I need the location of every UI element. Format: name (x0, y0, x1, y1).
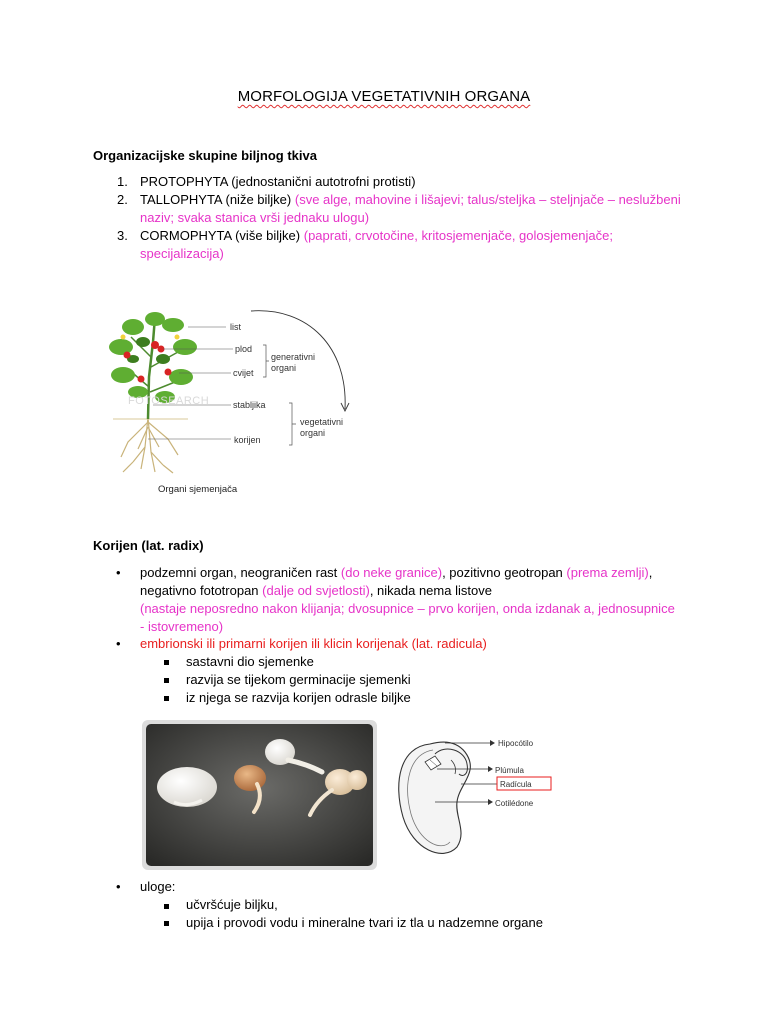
label-stabljika: stabljika (233, 400, 266, 410)
korijen-description-line-3: (nastaje neposredno nakon klijanja; dvosupnice – prvo korijen, onda izdanak a, jednosupnice (140, 601, 675, 616)
list-number: 3. (117, 228, 128, 243)
label-cotiledone: Cotilédone (495, 799, 534, 808)
square-bullet (164, 660, 169, 665)
list-number: 2. (117, 192, 128, 207)
label-plod: plod (235, 344, 253, 354)
label-korijen: korijen (234, 435, 261, 445)
radicula-item: embrionski ili primarni korijen ili klicin korijenak (lat. radicula) (140, 636, 487, 651)
label-cvijet: cvijet (233, 368, 254, 378)
radicula-sub-1: sastavni dio sjemenke (186, 654, 314, 669)
label-vegetativni: vegetativni (300, 417, 344, 427)
list-item-tallophyta: TALLOPHYTA (niže biljke) (sve alge, mahovine i lišajevi; talus/steljka – steljnjače – neslužbeni (140, 192, 681, 207)
list-item-cormophyta: CORMOPHYTA (više biljke) (paprati, crvotočine, kritosjemenjače, golosjemenjače; (140, 228, 613, 243)
plant-organs-figure (93, 297, 355, 500)
korijen-description-line-1: podzemni organ, neograničen rast (do neke granice), pozitivno geotropan (prema zemlji), (140, 565, 653, 580)
section-heading-tissue-groups: Organizacijske skupine biljnog tkiva (93, 148, 317, 163)
page-title: MORFOLOGIJA VEGETATIVNIH ORGANA (237, 88, 531, 105)
label-plumula: Plúmula (495, 766, 524, 775)
label-radicula: Radícula (500, 780, 532, 789)
watermark-text: FOTOSEARCH (128, 395, 210, 407)
korijen-description-line-2: negativno fototropan (dalje od svjetlosti), nikada nema listove (140, 583, 492, 598)
square-bullet (164, 904, 169, 909)
germinating-seeds-photo (142, 720, 377, 870)
square-bullet (164, 696, 169, 701)
square-bullet (164, 678, 169, 683)
label-list: list (230, 322, 241, 332)
section-heading-korijen: Korijen (lat. radix) (93, 538, 204, 553)
bullet-dot: • (116, 565, 121, 580)
radicula-sub-3: iz njega se razvija korijen odrasle biljke (186, 690, 411, 705)
list-number: 1. (117, 174, 128, 189)
figure-caption: Organi sjemenjača (158, 484, 238, 495)
bullet-dot: • (116, 636, 121, 651)
uloge-item: uloge: (140, 879, 176, 894)
label-organi-generativni: organi (271, 363, 297, 373)
label-organi-vegetativni: organi (300, 428, 326, 438)
seed-anatomy-diagram (385, 722, 555, 868)
korijen-description-line-4: - istovremeno) (140, 619, 224, 634)
list-item-tallophyta-cont: naziv; svaka stanica vrši jednaku ulogu) (140, 210, 370, 225)
label-generativni: generativni (271, 352, 316, 362)
square-bullet (164, 921, 169, 926)
bullet-dot: • (116, 879, 121, 894)
uloge-sub-2: upija i provodi vodu i mineralne tvari iz tla u nadzemne organe (186, 915, 543, 930)
label-hipocotilo: Hipocótilo (498, 739, 534, 748)
list-item-cormophyta-cont: specijalizacija) (140, 246, 224, 261)
list-item-protophyta: PROTOPHYTA (jednostanični autotrofni protisti) (140, 174, 416, 189)
uloge-sub-1: učvršćuje biljku, (186, 897, 278, 912)
radicula-sub-2: razvija se tijekom germinacije sjemenki (186, 672, 411, 687)
